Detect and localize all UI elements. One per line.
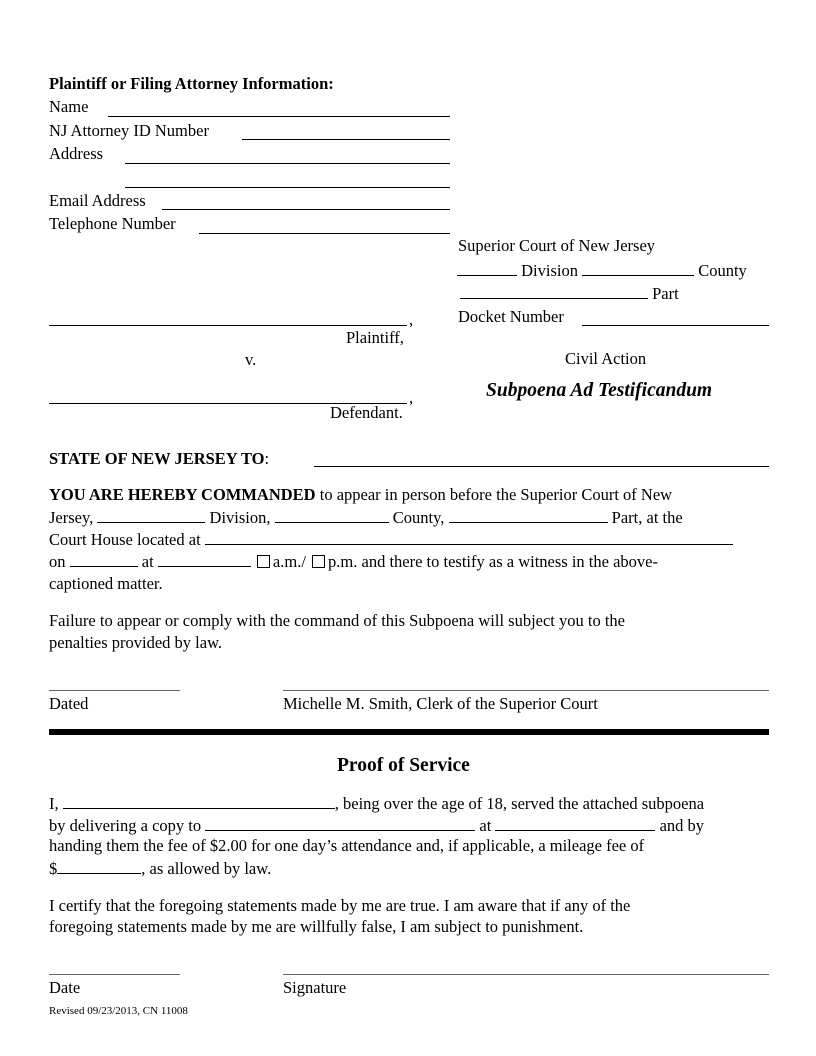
part-text: Part, at the: [607, 508, 683, 527]
name-label: Name: [49, 97, 89, 116]
date-field[interactable]: [70, 551, 138, 567]
signature-label: Signature: [283, 978, 347, 997]
colon: :: [264, 449, 270, 468]
versus-label: v.: [245, 350, 257, 369]
division-field[interactable]: [457, 260, 517, 276]
defendant-comma: ,: [409, 388, 414, 407]
appear-part-field[interactable]: [449, 507, 608, 523]
dated-label: Dated: [49, 694, 89, 713]
appear-county-field[interactable]: [275, 507, 389, 523]
plaintiff-label: Plaintiff,: [346, 328, 404, 347]
certify-line-1: I certify that the foregoing statements made by me are true. I am aware that if any of the: [49, 896, 631, 915]
county-text: County,: [388, 508, 445, 527]
command-line-1: [49, 485, 672, 505]
division-county-line: [457, 260, 747, 281]
address-field-2[interactable]: [125, 187, 450, 188]
courthouse-label: Court House located at: [49, 530, 201, 549]
address-label: Address: [49, 144, 104, 163]
recipient-served-field[interactable]: [205, 815, 475, 831]
proof-line-1: [49, 793, 704, 814]
form-title: Subpoena Ad Testificandum: [486, 380, 713, 401]
attorney-heading: Plaintiff or Filing Attorney Information:: [49, 74, 334, 93]
command-line-4: [49, 551, 658, 572]
state-to-line: [49, 449, 269, 469]
division-text: Division,: [205, 508, 271, 527]
telephone-field[interactable]: [199, 233, 450, 234]
as-allowed-text: , as allowed by law.: [141, 859, 272, 878]
jersey-text: Jersey,: [49, 508, 94, 527]
attorney-id-label: NJ Attorney ID Number: [49, 121, 209, 140]
am-checkbox[interactable]: [257, 555, 270, 568]
appear-division-field[interactable]: [97, 507, 205, 523]
and-by-text: and by: [655, 816, 705, 835]
commanded-label: YOU ARE HEREBY COMMANDED: [49, 485, 316, 504]
part-line: [460, 283, 679, 304]
section-divider: [49, 729, 769, 735]
plaintiff-field[interactable]: [49, 325, 407, 326]
dated-field[interactable]: [49, 690, 180, 691]
recipient-field[interactable]: [314, 466, 769, 467]
part-label: Part: [652, 284, 679, 303]
email-label: Email Address: [49, 191, 146, 210]
docket-label: Docket Number: [458, 307, 564, 326]
email-field[interactable]: [162, 209, 450, 210]
time-field[interactable]: [158, 551, 251, 567]
proof-line-2: [49, 815, 704, 836]
name-field[interactable]: [108, 116, 450, 117]
court-name: Superior Court of New Jersey: [458, 236, 656, 255]
proof-line-4: [49, 858, 271, 879]
state-to-label: STATE OF NEW JERSEY TO: [49, 449, 265, 468]
proof-text-2: by delivering a copy to: [49, 816, 202, 835]
proof-title: Proof of Service: [337, 755, 470, 776]
i-label: I,: [49, 794, 59, 813]
county-label: County: [698, 261, 747, 280]
command-text: to appear in person before the Superior Court of New: [315, 485, 673, 504]
address-field-1[interactable]: [125, 163, 450, 164]
pm-checkbox[interactable]: [312, 555, 325, 568]
on-label: on: [49, 552, 66, 571]
dollar-sign: $: [49, 859, 58, 878]
at-text: at: [475, 816, 496, 835]
pm-label: p.m. and there to testify as a witness in the above-: [328, 552, 658, 571]
docket-field[interactable]: [582, 325, 769, 326]
date-label: Date: [49, 978, 81, 997]
part-field[interactable]: [460, 283, 648, 299]
proof-line-3: handing them the fee of $2.00 for one day’s attendance and, if applicable, a mileage fee of: [49, 836, 645, 855]
at-label: at: [137, 552, 158, 571]
telephone-label: Telephone Number: [49, 214, 176, 233]
civil-action-label: Civil Action: [565, 349, 647, 368]
clerk-signature-field[interactable]: [283, 690, 769, 691]
captioned-text: captioned matter.: [49, 574, 163, 593]
mileage-fee-field[interactable]: [57, 858, 141, 874]
division-label: Division: [521, 261, 578, 280]
certify-line-2: foregoing statements made by me are willfully false, I am subject to punishment.: [49, 917, 584, 936]
am-label: a.m./: [272, 552, 306, 571]
failure-line-1: Failure to appear or comply with the command of this Subpoena will subject you to the: [49, 611, 626, 630]
clerk-label: Michelle M. Smith, Clerk of the Superior Court: [283, 694, 598, 713]
plaintiff-comma: ,: [409, 310, 414, 329]
defendant-label: Defendant.: [330, 403, 403, 422]
county-field[interactable]: [582, 260, 694, 276]
courthouse-field[interactable]: [205, 529, 733, 545]
command-line-3: [49, 529, 733, 550]
proof-date-field[interactable]: [49, 974, 180, 975]
proof-text-1: , being over the age of 18, served the attached subpoena: [334, 794, 705, 813]
attorney-id-field[interactable]: [242, 139, 450, 140]
failure-line-2: penalties provided by law.: [49, 633, 223, 652]
command-line-2: [49, 507, 683, 528]
proof-signature-field[interactable]: [283, 974, 769, 975]
server-name-field[interactable]: [63, 793, 335, 809]
revision-footer: Revised 09/23/2013, CN 11008: [49, 1005, 188, 1017]
service-location-field[interactable]: [495, 815, 655, 831]
